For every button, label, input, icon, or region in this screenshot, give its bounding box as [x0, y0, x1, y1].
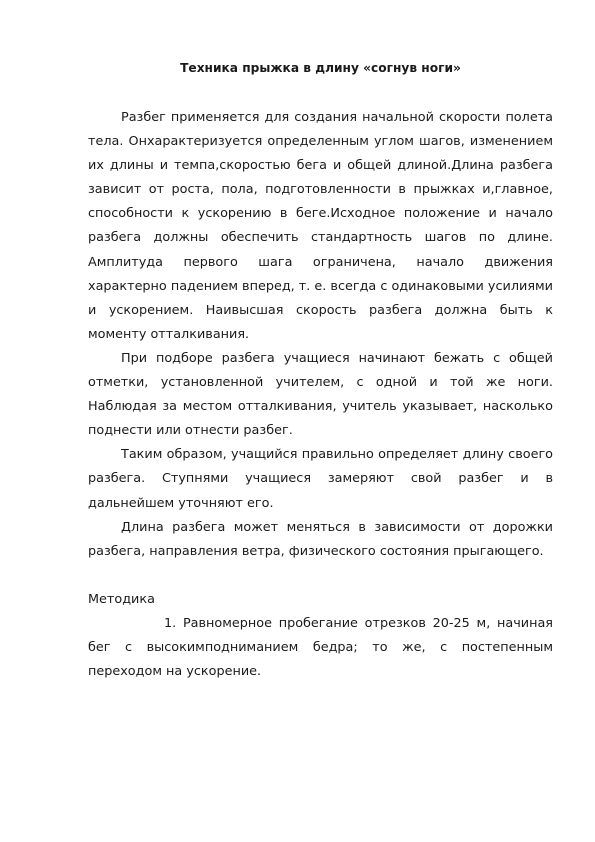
paragraph-run-up-length: Длина разбега может меняться в зависимости от дорожки разбега, направления ветра, физического состояния прыгающего.: [88, 519, 553, 559]
document-title: Техника прыжка в длину «согнув ноги»: [180, 61, 461, 75]
document-page: [88, 60, 553, 684]
paragraph-run-up-selection: При подборе разбега учащиеся начинают бежать с общей отметки, установленной учителем, с одной и той же ноги. Наблюдая за местом отталкивания, учитель указывает, насколько поднести или отнести разбег.: [88, 350, 553, 439]
paragraph-run-up-measure: Таким образом, учащийся правильно определяет длину своего разбега. Ступнями учащиеся замеряют свой разбег и в дальнейшем уточняют его.: [88, 447, 553, 511]
list-item: 1. Равномерное пробегание отрезков 20-25 м, начиная бег с высокимподниманием бедра; то же, с постепенным переходом на ускорение.: [88, 615, 553, 680]
paragraph-run-up-intro: Разбег применяется для создания начальной скорости полета тела. Онхарактеризуется определенным углом шагов, изменением их длины и темпа,скоростью бега и общей длиной.Длина разбега зависит от роста, пола, подготовленности в прыжках и,главное, способности к ускорению в беге.Исходное положение и начало разбега должны обеспечить стандартность шагов по длине. Амплитуда первого шага ограничена, начало движения характерно падением вперед, т. е. всегда с одинаковыми усилиями и ускорением. Наивысшая скорость разбега должна быть к моменту отталкивания.: [88, 110, 553, 342]
section-heading-methodology: Методика: [88, 591, 155, 607]
